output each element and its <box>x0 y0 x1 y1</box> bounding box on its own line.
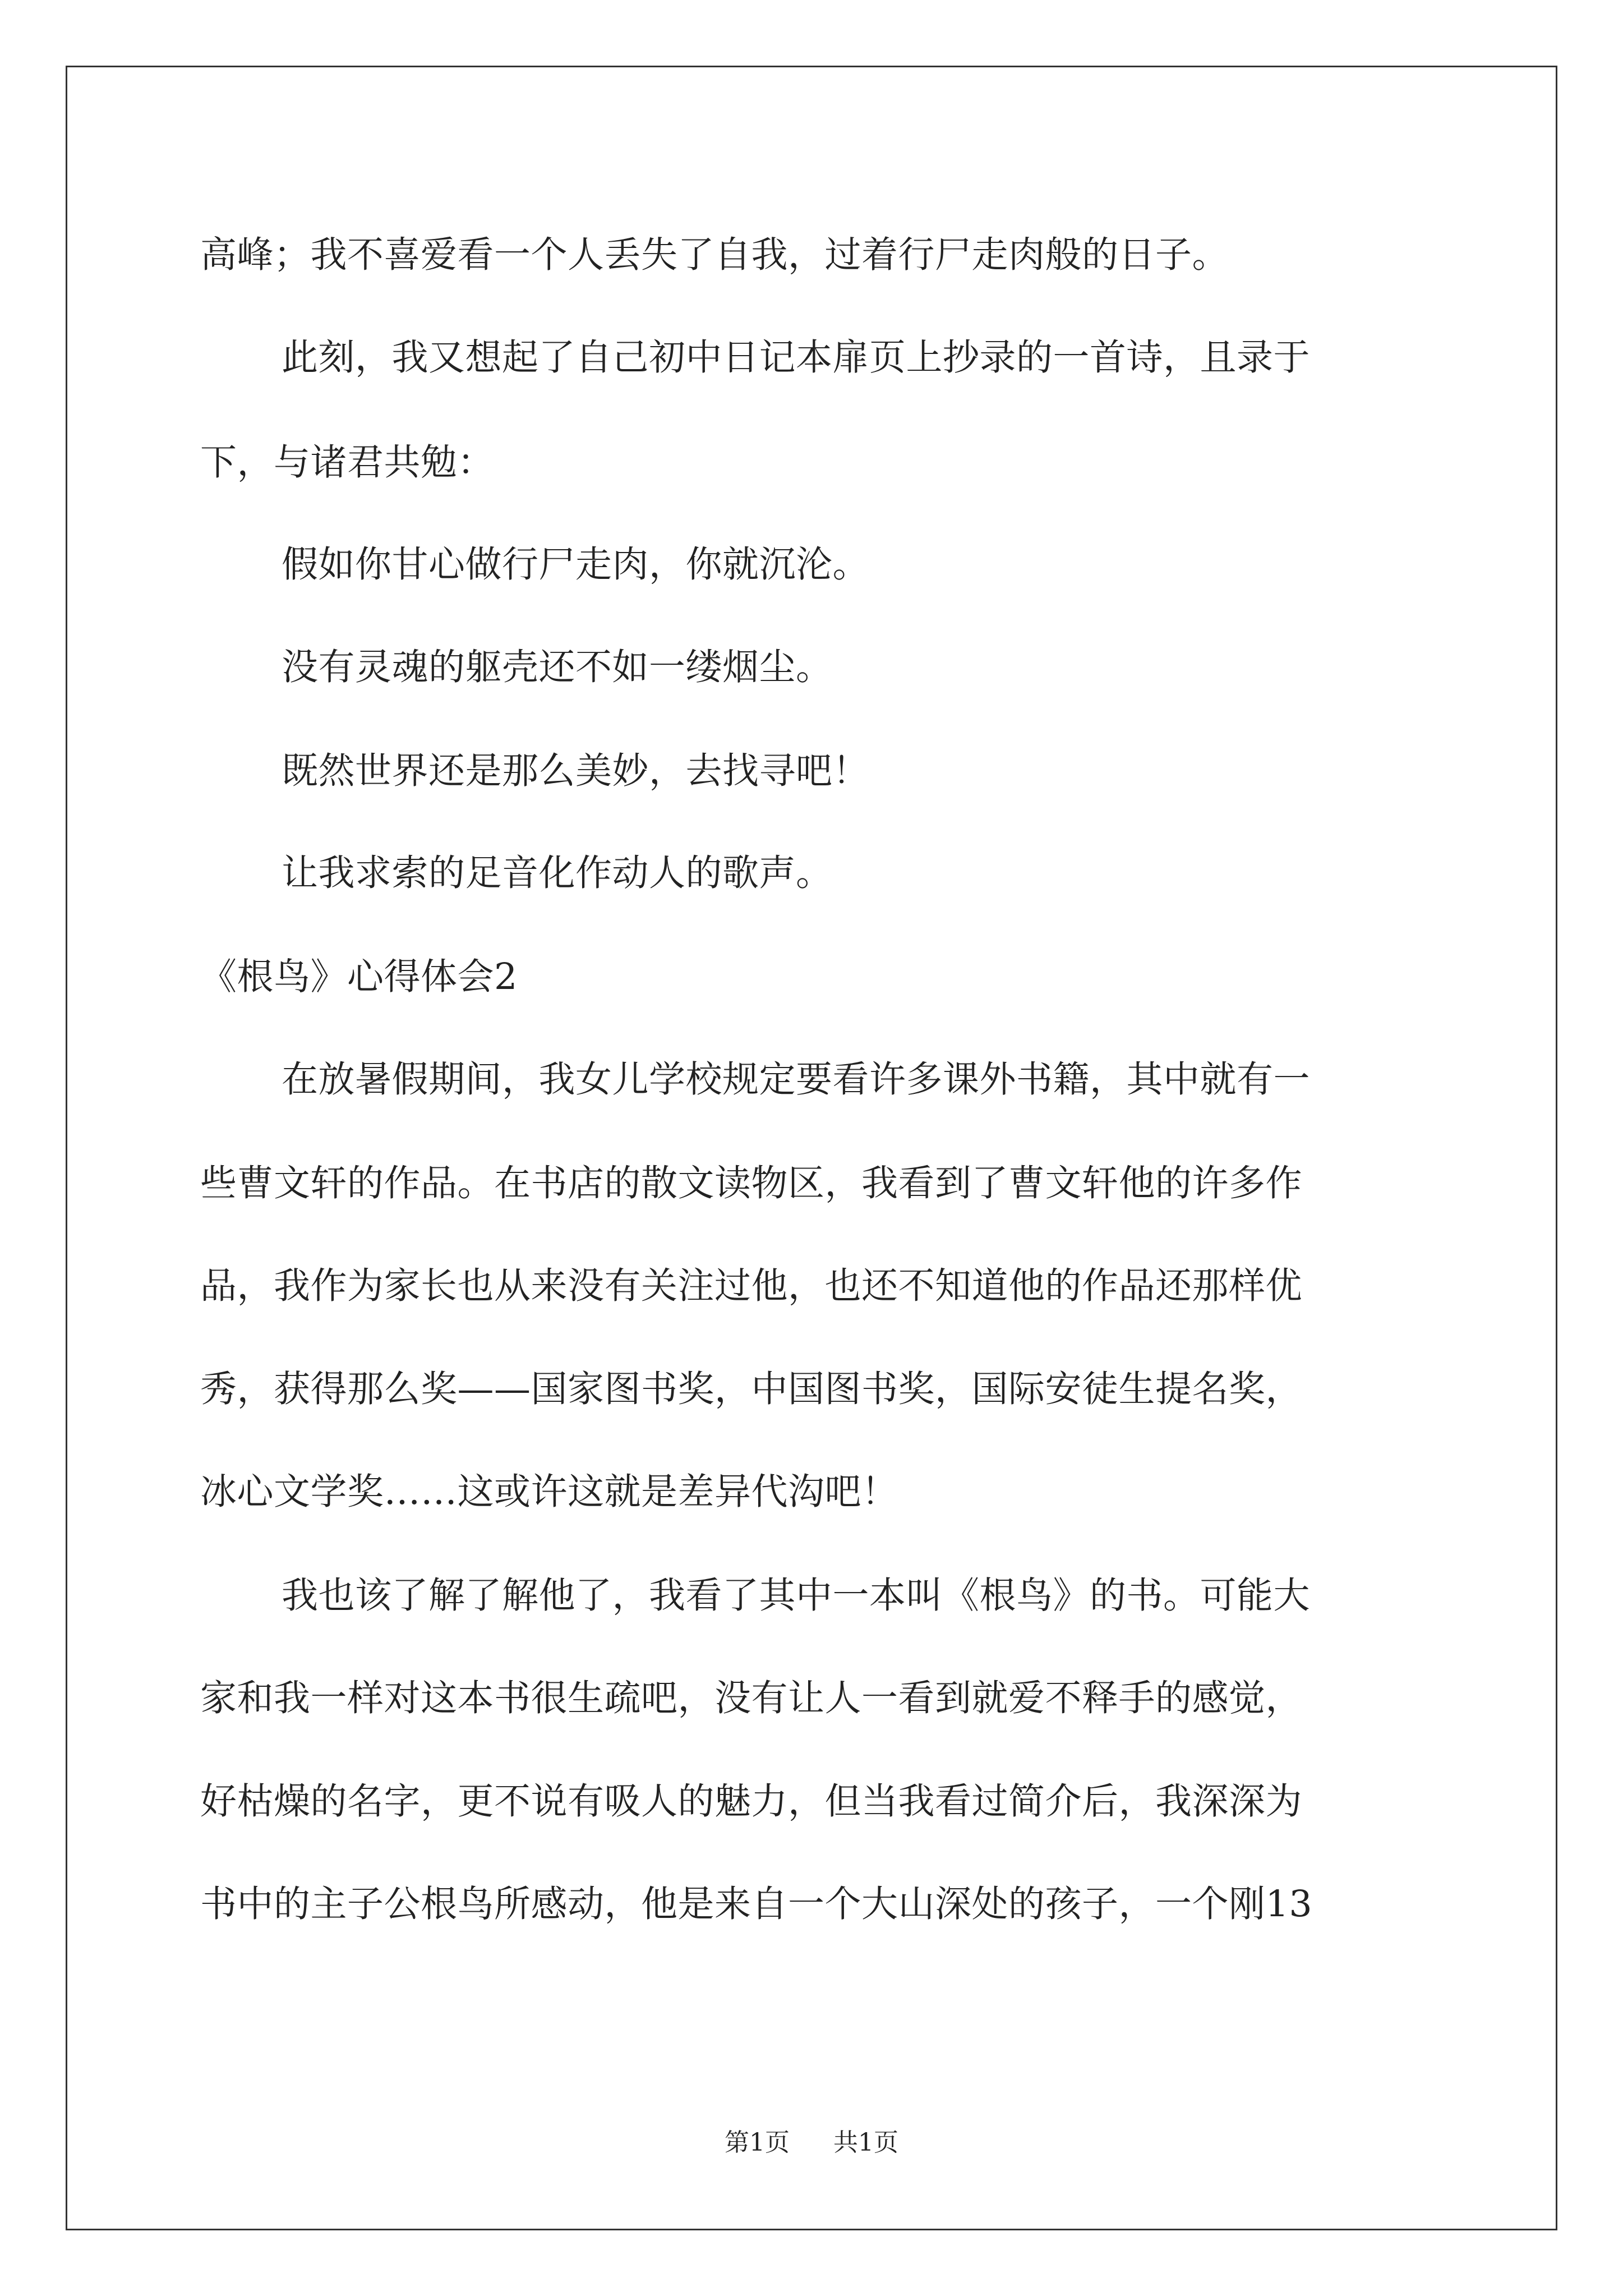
section-heading: 《根鸟》心得体会2 <box>200 956 518 998</box>
text-line: 些曹文轩的作品。在书店的散文读物区，我看到了曹文轩他的许多作 <box>200 1162 1303 1204</box>
text-line: 既然世界还是那么美妙，去找寻吧！ <box>282 750 870 792</box>
page-number: 第1页 <box>725 2128 790 2157</box>
text-line: 假如你甘心做行尸走肉，你就沉沦。 <box>282 544 870 586</box>
text-line: 冰心文学奖……这或许这就是差异代沟吧！ <box>200 1471 898 1513</box>
text-line: 我也该了解了解他了，我看了其中一本叫《根鸟》的书。可能大 <box>282 1575 1311 1617</box>
text-line: 好枯燥的名字，更不说有吸人的魅力，但当我看过简介后，我深深为 <box>200 1780 1303 1823</box>
text-line: 在放暑假期间，我女儿学校规定要看许多课外书籍，其中就有一 <box>282 1059 1311 1101</box>
text-line: 家和我一样对这本书很生疏吧，没有让人一看到就爱不释手的感觉， <box>200 1677 1303 1719</box>
text-line: 没有灵魂的躯壳还不如一缕烟尘。 <box>282 646 833 688</box>
text-line: 秀，获得那么奖——国家图书奖，中国图书奖，国际安徒生提名奖， <box>200 1368 1303 1410</box>
text-line: 品，我作为家长也从来没有关注过他，也还不知道他的作品还那样优 <box>200 1265 1303 1307</box>
page-footer <box>0 2127 1623 2159</box>
text-line: 高峰；我不喜爱看一个人丢失了自我，过着行尸走肉般的日子。 <box>200 234 1229 276</box>
text-line: 书中的主子公根鸟所感动，他是来自一个大山深处的孩子，一个刚13 <box>200 1883 1313 1925</box>
text-line: 下，与诸君共勉： <box>200 441 495 484</box>
page-total: 共1页 <box>833 2128 898 2157</box>
text-line: 此刻，我又想起了自己初中日记本扉页上抄录的一首诗，且录于 <box>282 337 1311 379</box>
text-line: 让我求索的足音化作动人的歌声。 <box>282 852 833 894</box>
